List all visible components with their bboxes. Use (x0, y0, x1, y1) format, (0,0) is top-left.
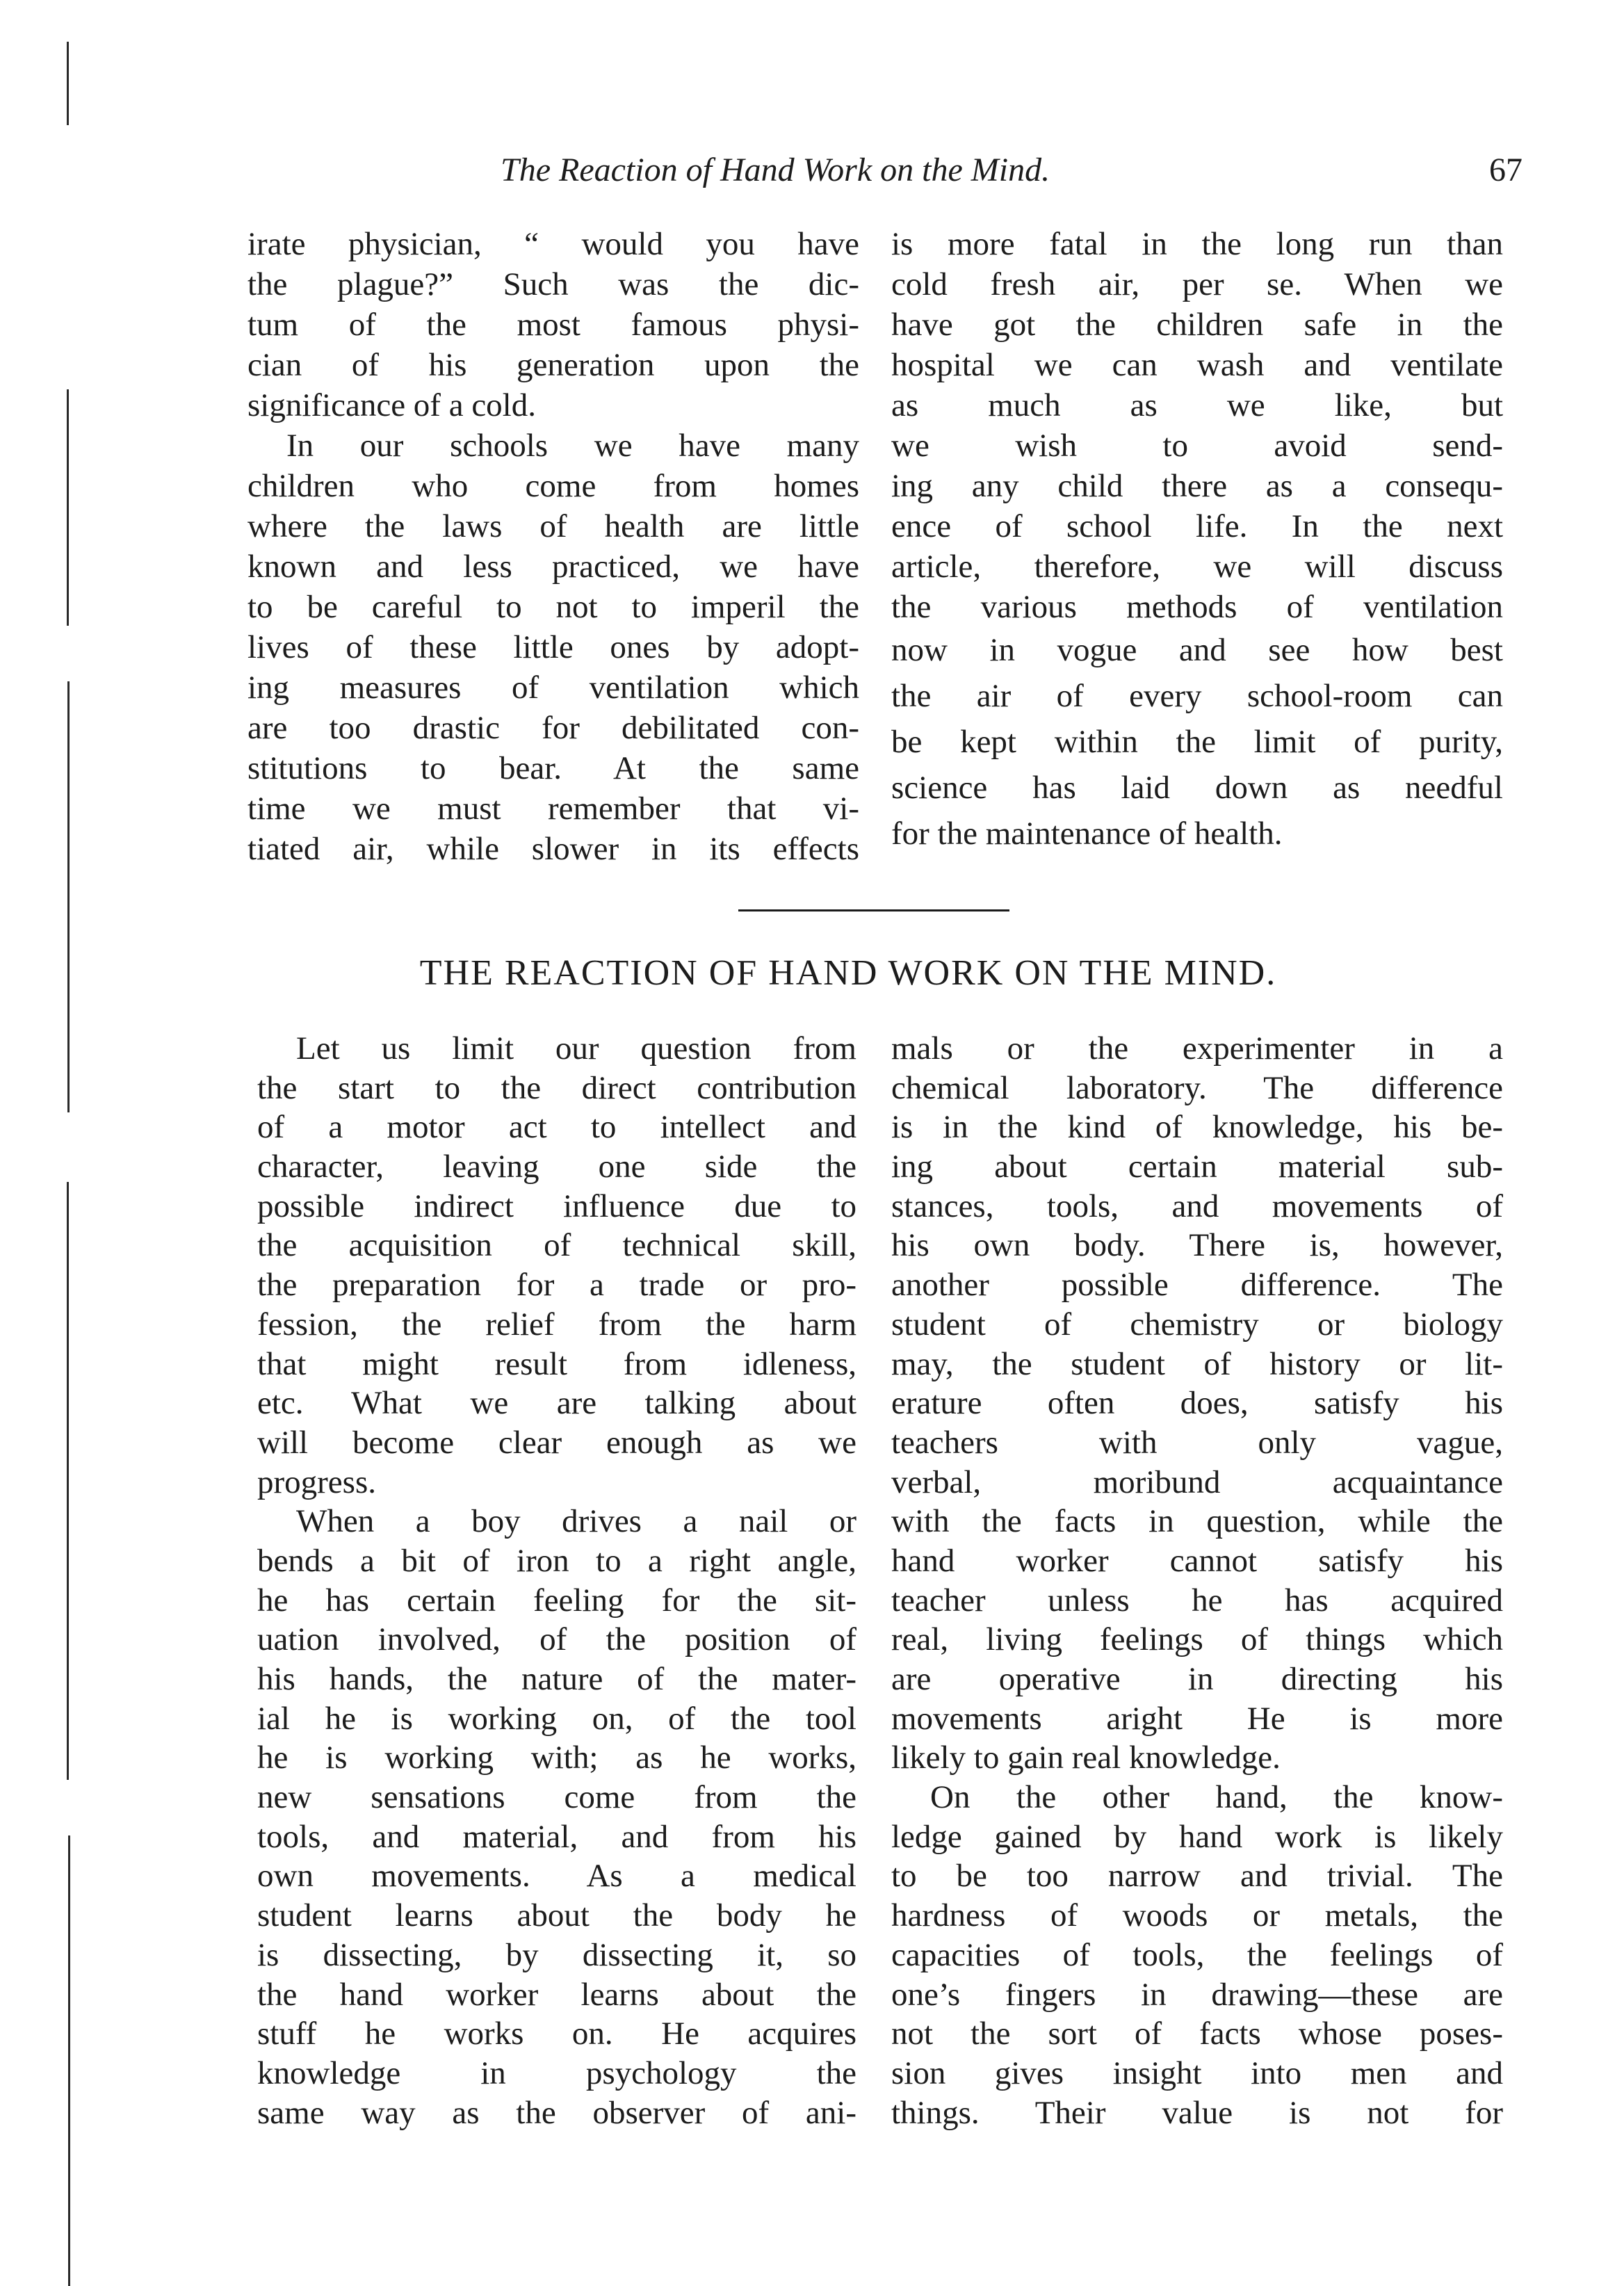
text-line: hospital we can wash and ventilate (891, 347, 1503, 383)
text-line: When a boy drives a nail or (296, 1503, 856, 1540)
text-line: own movements. As a medical (257, 1858, 856, 1895)
text-line: verbal, moribund acquaintance (891, 1464, 1503, 1500)
text-line: stitutions to bear. At the same (247, 750, 859, 786)
text-line: teachers with only vague, (891, 1424, 1503, 1461)
text-line: student learns about the body he (257, 1897, 856, 1934)
text-line: hardness of woods or metals, the (891, 1897, 1503, 1934)
text-line: uation involved, of the position of (257, 1621, 856, 1658)
text-line: another possible difference. The (891, 1267, 1503, 1304)
article-right-column (891, 1029, 1503, 2132)
text-line: irate physician, “ would you have (247, 226, 859, 262)
text-line: article, therefore, we will discuss (891, 549, 1503, 585)
text-line: movements aright He is more (891, 1700, 1503, 1737)
text-line: significance of a cold. (247, 387, 536, 423)
text-line: cold fresh air, per se. When we (891, 266, 1503, 302)
text-line: mals or the experimenter in a (891, 1030, 1503, 1067)
text-line: to be careful to not to imperil the (247, 589, 859, 625)
text-line: the plague?” Such was the dic- (247, 266, 859, 302)
top-left-column (247, 224, 859, 869)
text-line: bends a bit of iron to a right angle, (257, 1542, 856, 1579)
text-line: of a motor act to intellect and (257, 1109, 856, 1146)
text-line: hand worker cannot satisfy his (891, 1542, 1503, 1579)
text-line: ing about certain material sub- (891, 1149, 1503, 1185)
text-line: science has laid down as needful (891, 770, 1503, 806)
text-line: In our schools we have many (286, 428, 859, 464)
running-header: The Reaction of Hand Work on the Mind. (501, 152, 1050, 188)
text-line: stuff he works on. He acquires (257, 2016, 856, 2052)
text-line: tum of the most famous physi- (247, 307, 859, 343)
text-line: On the other hand, the know- (930, 1779, 1503, 1816)
text-line: ial he is working on, of the tool (257, 1700, 856, 1737)
text-line: the various methods of ventilation (891, 589, 1503, 625)
text-line: likely to gain real knowledge. (891, 1740, 1281, 1776)
section-divider (738, 909, 1009, 911)
text-line: tiated air, while slower in its effects (247, 831, 859, 867)
text-line: the start to the direct contribution (257, 1069, 856, 1106)
text-line: ledge gained by hand work is likely (891, 1818, 1503, 1855)
text-line: chemical laboratory. The difference (891, 1069, 1503, 1106)
text-line: children who come from homes (247, 468, 859, 504)
article-title: THE REACTION OF HAND WORK ON THE MIND. (419, 953, 1277, 993)
page-number: 67 (1489, 152, 1522, 188)
text-line: things. Their value is not for (891, 2094, 1503, 2131)
text-line: student of chemistry or biology (891, 1306, 1503, 1343)
article-left-column (257, 1029, 856, 2132)
text-line: we wish to avoid send- (891, 428, 1503, 464)
text-line: teacher unless he has acquired (891, 1582, 1503, 1619)
text-line: progress. (257, 1464, 376, 1500)
text-line: Let us limit our question from (296, 1030, 856, 1067)
text-line: real, living feelings of things which (891, 1621, 1503, 1658)
text-line: he is working with; as he works, (257, 1740, 856, 1776)
text-line: the preparation for a trade or pro- (257, 1267, 856, 1304)
text-line: ing measures of ventilation which (247, 670, 859, 706)
text-line: fession, the relief from the harm (257, 1306, 856, 1343)
text-line: he has certain feeling for the sit- (257, 1582, 856, 1619)
text-line: known and less practiced, we have (247, 549, 859, 585)
text-line: where the laws of health are little (247, 508, 859, 544)
text-line: ing any child there as a consequ- (891, 468, 1503, 504)
text-line: as much as we like, but (891, 387, 1503, 423)
text-line: new sensations come from the (257, 1779, 856, 1816)
text-line: will become clear enough as we (257, 1424, 856, 1461)
text-line: tools, and material, and from his (257, 1818, 856, 1855)
text-line: time we must remember that vi- (247, 791, 859, 827)
text-line: possible indirect influence due to (257, 1187, 856, 1224)
text-line: for the maintenance of health. (891, 816, 1283, 852)
text-line: ence of school life. In the next (891, 508, 1503, 544)
text-line: is dissecting, by dissecting it, so (257, 1936, 856, 1973)
text-line: cian of his generation upon the (247, 347, 859, 383)
text-line: is in the kind of knowledge, his be- (891, 1109, 1503, 1146)
text-line: with the facts in question, while the (891, 1503, 1503, 1540)
text-line: the acquisition of technical skill, (257, 1227, 856, 1264)
text-line: be kept within the limit of purity, (891, 724, 1503, 760)
binding-edge (64, 0, 74, 2286)
text-line: are operative in directing his (891, 1661, 1503, 1697)
text-line: that might result from idleness, (257, 1345, 856, 1382)
text-line: may, the student of history or lit- (891, 1345, 1503, 1382)
text-line: one’s fingers in drawing—these are (891, 1976, 1503, 2013)
text-line: are too drastic for debilitated con- (247, 710, 859, 746)
text-line: capacities of tools, the feelings of (891, 1936, 1503, 1973)
text-line: character, leaving one side the (257, 1149, 856, 1185)
text-line: the hand worker learns about the (257, 1976, 856, 2013)
text-line: have got the children safe in the (891, 307, 1503, 343)
text-line: is more fatal in the long run than (891, 226, 1503, 262)
top-right-column (891, 224, 1503, 857)
text-line: same way as the observer of ani- (257, 2094, 856, 2131)
text-line: his own body. There is, however, (891, 1227, 1503, 1264)
text-line: his hands, the nature of the mater- (257, 1661, 856, 1697)
text-line: knowledge in psychology the (257, 2054, 856, 2091)
text-line: stances, tools, and movements of (891, 1187, 1503, 1224)
text-line: sion gives insight into men and (891, 2054, 1503, 2091)
text-line: erature often does, satisfy his (891, 1385, 1503, 1422)
text-line: etc. What we are talking about (257, 1385, 856, 1422)
text-line: not the sort of facts whose poses- (891, 2016, 1503, 2052)
text-line: now in vogue and see how best (891, 632, 1503, 668)
text-line: to be too narrow and trivial. The (891, 1858, 1503, 1895)
text-line: lives of these little ones by adopt- (247, 629, 859, 665)
text-line: the air of every school-room can (891, 678, 1503, 714)
